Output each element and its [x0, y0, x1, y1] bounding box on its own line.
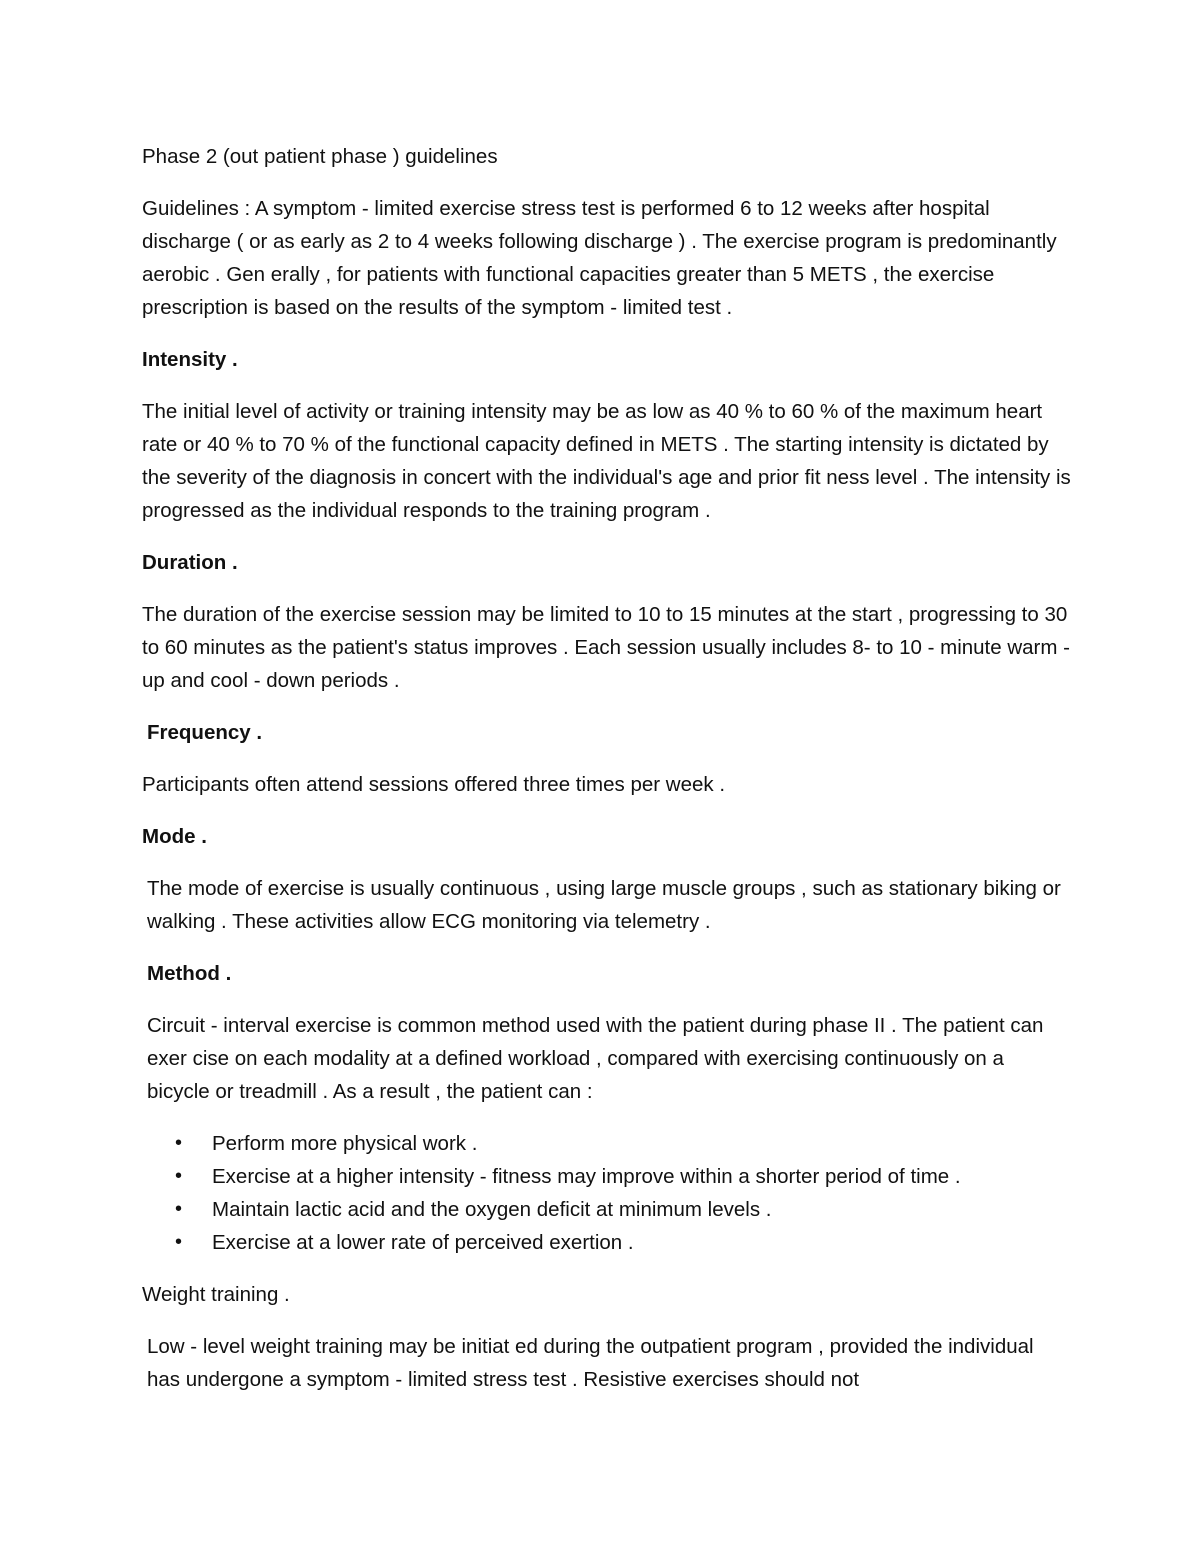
- frequency-text: Participants often attend sessions offered three times per week .: [142, 773, 726, 796]
- method-bullet-list: [142, 1127, 1072, 1259]
- weight-training-heading: Weight training .: [142, 1283, 290, 1306]
- list-item: [142, 1193, 1072, 1226]
- duration-heading: Duration .: [142, 551, 238, 574]
- method-text: Circuit - interval exercise is common method used with the patient during phase II . The patient can exer cise on each modality at a defined workload , compared with exercising continuously on a bicycle or treadmill . As a result , the patient can :: [147, 1014, 1044, 1103]
- document-body: [142, 140, 1072, 1415]
- guidelines-paragraph: Guidelines : A symptom - limited exercise stress test is performed 6 to 12 weeks after hospital discharge ( or as early as 2 to 4 weeks following discharge ) . The exercise program is predominantly aerobic . Gen erally , for patients with functional capacities greater than 5 METS , the exercise prescription is based on the results of the symptom - limited test .: [142, 197, 1057, 319]
- bullet-icon: •: [175, 1231, 183, 1253]
- list-item-text: Perform more physical work .: [212, 1132, 478, 1155]
- duration-text: The duration of the exercise session may be limited to 10 to 15 minutes at the start , progressing to 30 to 60 minutes as the patient's status improves . Each session usually includes 8- to 10 - minute warm - up and cool - down periods .: [142, 603, 1070, 692]
- intensity-text: The initial level of activity or training intensity may be as low as 40 % to 60 % of the maximum heart rate or 40 % to 70 % of the functional capacity defined in METS . The starting intensity is dictated by the severity of the diagnosis in concert with the individual's age and prior fit ness level . The intensity is progressed as the individual responds to the training program .: [142, 400, 1071, 522]
- bullet-icon: •: [175, 1132, 183, 1154]
- frequency-heading: Frequency .: [147, 721, 263, 744]
- mode-text: The mode of exercise is usually continuous , using large muscle groups , such as stationary biking or walking . These activities allow ECG monitoring via telemetry .: [147, 877, 1061, 933]
- weight-training-text: Low - level weight training may be initiat ed during the outpatient program , provided the individual has undergone a symptom - limited stress test . Resistive exercises should not: [147, 1335, 1034, 1391]
- bullet-icon: •: [175, 1198, 183, 1220]
- method-heading: Method .: [147, 962, 232, 985]
- list-item: [142, 1160, 1072, 1193]
- list-item-text: Exercise at a higher intensity - fitness may improve within a shorter period of time .: [212, 1165, 961, 1188]
- mode-heading: Mode .: [142, 825, 207, 848]
- bullet-icon: •: [175, 1165, 183, 1187]
- document-title: Phase 2 (out patient phase ) guidelines: [142, 145, 498, 168]
- list-item: [142, 1226, 1072, 1259]
- intensity-heading: Intensity .: [142, 348, 238, 371]
- list-item-text: Exercise at a lower rate of perceived exertion .: [212, 1231, 634, 1254]
- list-item-text: Maintain lactic acid and the oxygen deficit at minimum levels .: [212, 1198, 772, 1221]
- list-item: [142, 1127, 1072, 1160]
